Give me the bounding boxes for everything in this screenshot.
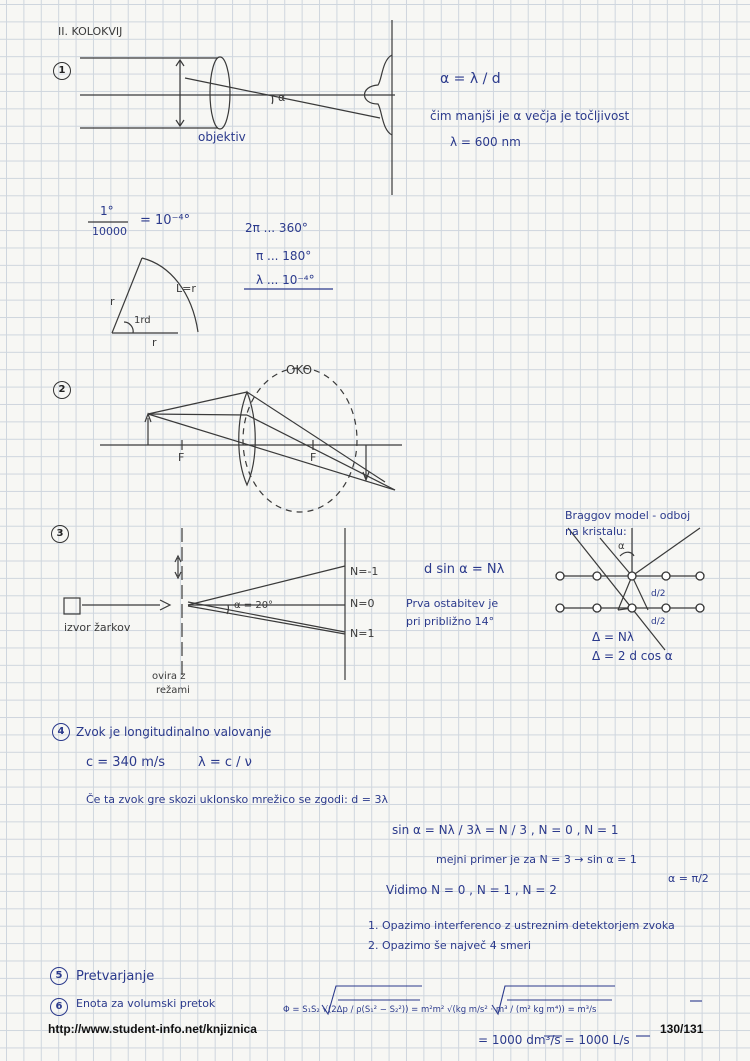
fraction-denominator: 10000	[92, 225, 127, 238]
proportion-row-1: 2π ... 360°	[245, 221, 308, 235]
grating-equation: d sin α = Nλ	[424, 562, 505, 577]
bragg-alpha: α	[618, 541, 625, 552]
bragg-half-d-2: d/2	[651, 617, 666, 627]
resolution-note: čim manjši je α večja je točljivost	[430, 109, 630, 123]
fraction-result: = 10⁻⁴°	[140, 213, 191, 228]
bragg-path-difference: Δ = Nλ	[592, 630, 634, 644]
angle-arc	[272, 95, 273, 104]
light-source-box	[64, 598, 80, 614]
section-4-number: 4	[52, 723, 70, 741]
alpha-formula: α = λ / d	[440, 71, 501, 87]
limit-case-text: mejni primer je za N = 3 → sin α = 1	[436, 853, 637, 866]
footer-page-number: 130/131	[660, 1022, 704, 1036]
focus-label-left: F	[178, 451, 185, 464]
section-5-number: 5	[50, 967, 68, 985]
alpha-label: α	[278, 91, 286, 104]
radian-label: 1rd	[134, 315, 151, 326]
arc-length-label: L=r	[176, 282, 196, 295]
wavelength-equation: λ = c / ν	[198, 755, 252, 770]
longitudinal-wave-text: Zvok je longitudinalno valovanje	[76, 725, 272, 739]
bragg-title-2: na kristalu:	[565, 525, 627, 538]
objektiv-label: objektiv	[198, 130, 246, 144]
observation-1: 1. Opazimo interferenco z ustreznim detektorjem zvoka	[368, 919, 675, 932]
order-0: N=0	[350, 597, 375, 610]
flow-result: = 1000 dm³/s = 1000 L/s	[478, 1033, 630, 1047]
radius-label-side: r	[110, 295, 115, 308]
conversion-text: Pretvarjanje	[76, 969, 155, 984]
proportion-row-2: π ... 180°	[256, 249, 312, 263]
eye-label: OKO	[286, 363, 313, 377]
slits-label-2: režami	[156, 685, 190, 696]
section-2-number: 2	[53, 381, 71, 399]
sine-equation: sin α = Nλ / 3λ = N / 3 , N = 0 , N = 1	[392, 823, 619, 837]
footer-url[interactable]: http://www.student-info.net/knjiznica	[48, 1022, 257, 1036]
fraction-numerator: 1°	[100, 204, 114, 218]
diffraction-angle: α = 20°	[234, 600, 274, 611]
flow-unit-text: Enota za volumski pretok	[76, 997, 216, 1010]
alpha-pi-half: α = π/2	[668, 872, 709, 885]
slits-label-1: ovira z	[152, 671, 186, 682]
eye-circle	[243, 368, 357, 512]
section-1-number: 1	[53, 62, 71, 80]
first-minimum-note-2: pri približno 14°	[406, 615, 495, 628]
sound-speed: c = 340 m/s	[86, 755, 166, 770]
lambda-value: λ = 600 nm	[450, 135, 521, 149]
grating-condition-text: Če ta zvok gre skozi uklonsko mrežico se zgodi: d = 3λ	[86, 793, 388, 806]
observation-2: 2. Opazimo še največ 4 smeri	[368, 939, 532, 952]
flow-formula: Φ = S₁S₂ √(2Δp / ρ(S₁² − S₂²)) = m²m² √(kg m/s² · m³ / (m² kg m⁴)) = m³/s	[283, 1005, 597, 1015]
section-3-number: 3	[51, 525, 69, 543]
objective-lens	[210, 57, 230, 129]
section-6-number: 6	[50, 998, 68, 1016]
radius-label-bottom: r	[152, 336, 157, 349]
order-minus-1: N=-1	[350, 565, 379, 578]
page-title: II. KOLOKVIJ	[58, 25, 123, 38]
bragg-title-1: Braggov model - odboj	[565, 509, 691, 522]
visible-orders: Vidimo N = 0 , N = 1 , N = 2	[386, 883, 557, 897]
focus-label-right: F	[310, 451, 317, 464]
converging-lens	[239, 392, 256, 485]
bragg-half-d-1: d/2	[651, 589, 666, 599]
bragg-condition: Δ = 2 d cos α	[592, 649, 673, 663]
source-label: izvor žarkov	[64, 621, 131, 634]
order-plus-1: N=1	[350, 627, 375, 640]
first-minimum-note-1: Prva ostabitev je	[406, 597, 499, 610]
proportion-row-3: λ ... 10⁻⁴°	[256, 273, 315, 287]
